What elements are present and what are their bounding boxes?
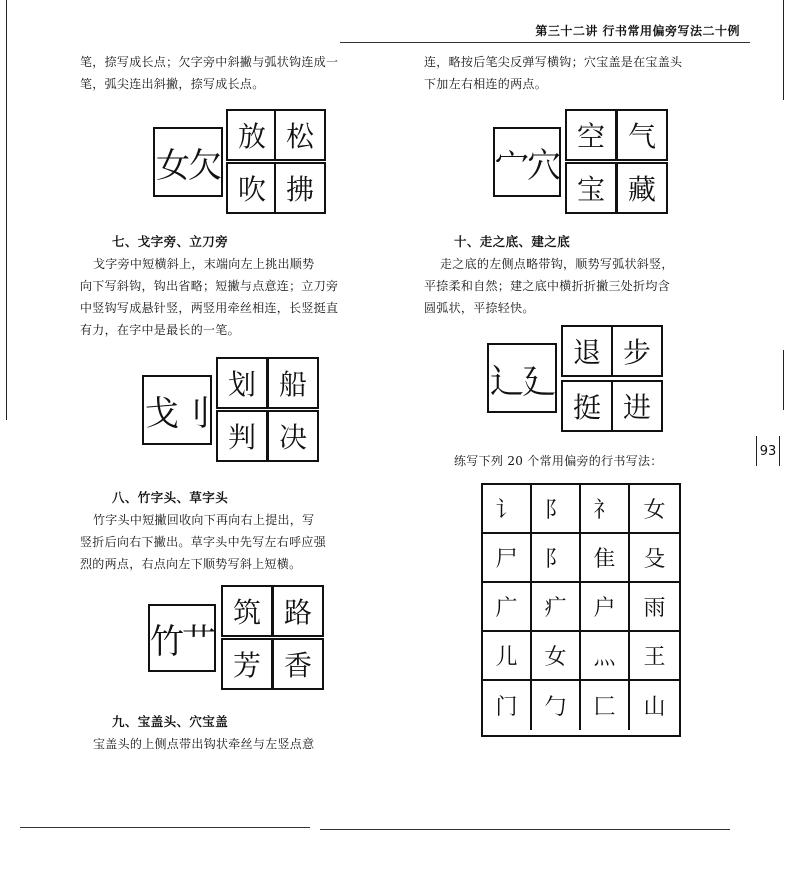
example-char: 松: [285, 120, 314, 153]
radical-glyph: 辶廴: [490, 361, 554, 402]
example-char-box: [565, 162, 617, 214]
practice-cell: 隹: [581, 534, 630, 583]
practice-cell: 女: [532, 632, 581, 681]
example-char-box: [611, 325, 663, 377]
example-char: 吹: [237, 173, 266, 206]
section-9-line-1: 宝盖头的上侧点带出钩状牵丝与左竖点意: [93, 737, 315, 751]
example-char-box: [565, 109, 617, 161]
example-char: 放: [237, 120, 266, 153]
example-char-box: [226, 109, 278, 161]
practice-cell: 儿: [483, 632, 532, 681]
example-char-box: [216, 410, 268, 462]
page-number: 93: [759, 443, 777, 459]
section-heading-9: 九、宝盖头、穴宝盖: [112, 714, 229, 729]
example-char: 船: [278, 368, 307, 401]
radical-glyph: 竹艹: [150, 621, 214, 662]
example-char-box: [226, 162, 278, 214]
section-heading-7: 七、戈字旁、立刀旁: [112, 234, 229, 249]
example-char-box: [561, 325, 613, 377]
practice-cell: 礻: [581, 485, 630, 534]
right-margin-line-top: [783, 0, 784, 100]
radical-glyph: 宀穴: [495, 145, 559, 186]
footer-rule-2: [320, 829, 730, 830]
practice-cell: 讠: [483, 485, 532, 534]
section-7-line-2: 向下写斜钩，钩出省略；短撇与点意连；立刀旁: [80, 279, 339, 293]
practice-cell: 殳: [630, 534, 679, 583]
section-9-cont-line-1: 连，略按后笔尖反弹写横钩；穴宝盖是在宝盖头: [424, 55, 683, 69]
section-10-line-3: 圆弧状，平捺轻快。: [424, 301, 535, 315]
practice-cell: 阝: [532, 485, 581, 534]
practice-grid: [481, 483, 681, 737]
practice-cell: 尸: [483, 534, 532, 583]
example-char-box: [274, 109, 326, 161]
example-char-box: [272, 585, 324, 637]
practice-cell: 门: [483, 681, 532, 730]
section-9-cont-line-2: 下加左右相连的两点。: [424, 77, 548, 91]
section-8-line-3: 烈的两点，右点向左下顺势写斜上短横。: [80, 557, 302, 571]
example-char: 空: [576, 120, 605, 153]
section-7-line-3: 中竖钩写成悬针竖，两竖用牵丝相连，长竖挺直: [80, 301, 339, 315]
footer-rule-1: [20, 827, 310, 828]
section-7-line-4: 有力，在字中是最长的一笔。: [80, 323, 240, 337]
section-7-line-1: 戈字旁中短横斜上，末端向左上挑出顺势: [93, 257, 315, 271]
practice-cell: 疒: [532, 583, 581, 632]
radical-box-bao-xue: [493, 127, 561, 197]
left-margin-line: [6, 0, 7, 420]
example-char: 宝: [576, 173, 605, 206]
example-char: 筑: [232, 596, 261, 629]
example-char: 决: [278, 421, 307, 454]
radical-box-zhu-cao: [148, 604, 216, 672]
example-char-box: [611, 380, 663, 432]
practice-cell: 王: [630, 632, 679, 681]
intro-line-2: 笔，弧尖连出斜撇，捺写成长点。: [80, 77, 265, 91]
practice-cell: 广: [483, 583, 532, 632]
section-10-line-1: 走之底的左侧点略带钩，顺势写弧状斜竖，: [440, 257, 674, 271]
practice-cell: 户: [581, 583, 630, 632]
practice-cell: 灬: [581, 632, 630, 681]
example-char: 芳: [232, 649, 261, 682]
practice-cell: 匚: [581, 681, 630, 730]
intro-line-1: 笔，捺写成长点；欠字旁中斜撇与弧状钩连成一: [80, 55, 339, 69]
example-char: 路: [283, 596, 312, 629]
running-header: 第三十二讲 行书常用偏旁写法二十例: [535, 24, 740, 38]
practice-caption: 练写下列 20 个常用偏旁的行书写法：: [454, 454, 663, 468]
practice-cell: 女: [630, 485, 679, 534]
example-char: 划: [227, 368, 256, 401]
example-char-box: [267, 410, 319, 462]
example-char-box: [616, 109, 668, 161]
header-rule: [340, 42, 750, 43]
example-char-box: [221, 638, 273, 690]
example-char-box: [272, 638, 324, 690]
right-margin-line-mid: [783, 350, 784, 410]
page-number-bar-left: [756, 436, 757, 466]
practice-cell: 雨: [630, 583, 679, 632]
example-char: 藏: [627, 173, 656, 206]
radical-box-zou-jian: [487, 343, 557, 413]
section-10-line-2: 平捺柔和自然；建之底中横折折撇三处折均含: [424, 279, 671, 293]
section-heading-10: 十、走之底、建之底: [454, 234, 571, 249]
example-char: 挺: [572, 391, 601, 424]
example-char: 拂: [285, 173, 314, 206]
example-char: 香: [283, 649, 312, 682]
section-8-line-2: 竖折后向右下撇出。草字头中先写左右呼应强: [80, 535, 327, 549]
example-char: 退: [572, 336, 601, 369]
example-char-box: [267, 357, 319, 409]
page-number-bar-right: [779, 436, 780, 466]
section-heading-8: 八、竹字头、草字头: [112, 490, 229, 505]
example-char: 步: [622, 336, 651, 369]
example-char-box: [561, 380, 613, 432]
section-8-line-1: 竹字头中短撇回收向下再向右上提出，写: [93, 513, 315, 527]
radical-box-nu-qian: [153, 127, 223, 197]
example-char-box: [274, 162, 326, 214]
example-char-box: [616, 162, 668, 214]
practice-cell: 勹: [532, 681, 581, 730]
example-char-box: [221, 585, 273, 637]
example-char: 判: [227, 421, 256, 454]
example-char: 进: [622, 391, 651, 424]
example-char-box: [216, 357, 268, 409]
example-char: 气: [627, 120, 656, 153]
radical-glyph: 戈刂: [145, 393, 209, 434]
radical-box-ge-dao: [142, 375, 212, 445]
radical-glyph: 女欠: [156, 145, 220, 186]
practice-cell: 阝: [532, 534, 581, 583]
practice-cell: 山: [643, 695, 666, 720]
